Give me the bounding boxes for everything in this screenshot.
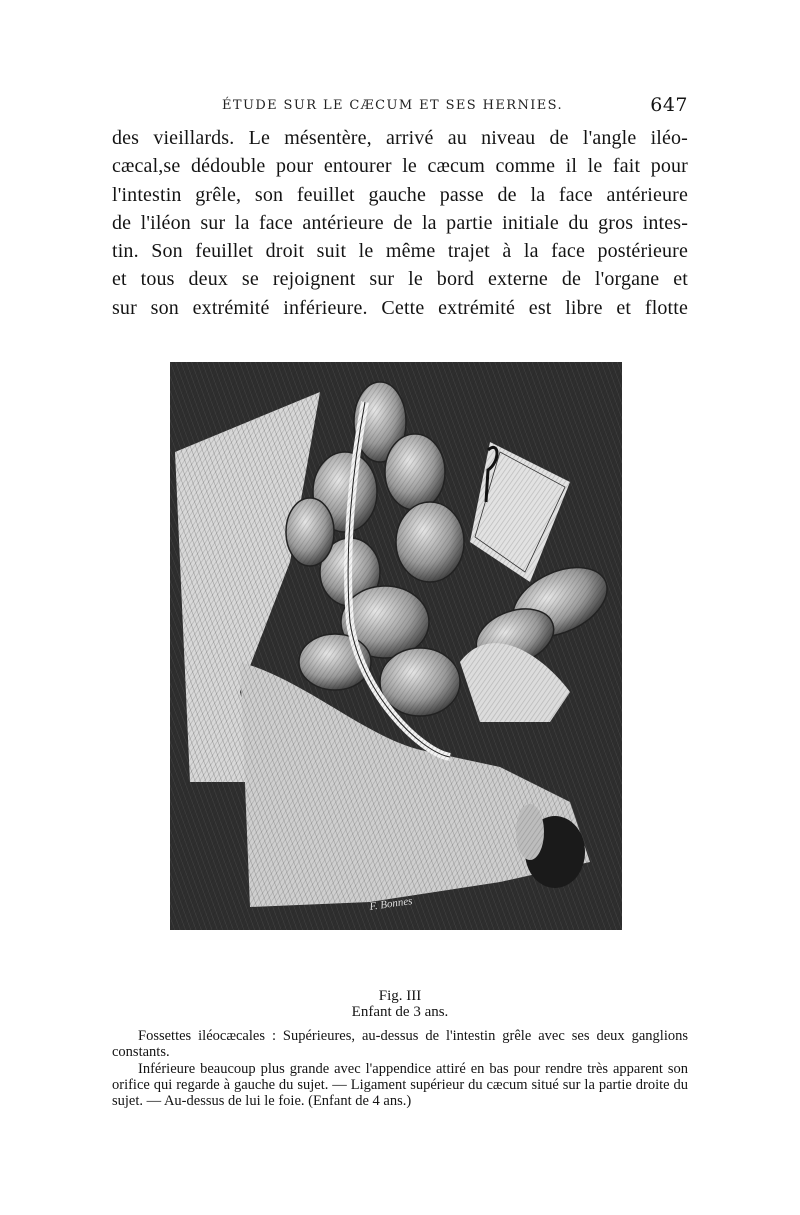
body-line: l'intestin grêle, son feuillet gauche passe de la face antérieure — [112, 183, 688, 206]
body-paragraph — [112, 124, 688, 322]
caption-heading — [0, 988, 800, 1020]
caption-paragraph: Fossettes iléocæcales : Supérieures, au-dessus de l'intestin grêle avec ses deux ganglions constants. — [112, 1028, 688, 1061]
figure-label: Fig. III — [378, 988, 422, 1004]
body-line: sur son extrémité inférieure. Cette extrémité est libre et flotte — [112, 296, 688, 319]
running-head — [112, 96, 688, 118]
body-line: tin. Son feuillet droit suit le même trajet à la face postérieure — [112, 240, 688, 263]
body-line: et tous deux se rejoignent sur le bord externe de l'organe et — [112, 268, 688, 291]
body-line: des vieillards. Le mésentère, arrivé au niveau de l'angle iléo- — [112, 127, 688, 149]
page-number: 647 — [650, 94, 688, 116]
caption-paragraph: Inférieure beaucoup plus grande avec l'appendice attiré en bas pour rendre très apparent son orifice qui regarde à gauche du sujet. — Ligament supérieur du cæcum situé sur la partie droite du sujet. — Au-dessus de lui le foie. (Enfant de 4 ans.) — [112, 1060, 688, 1110]
running-title: ÉTUDE SUR LE CÆCUM ET SES HERNIES. — [222, 98, 564, 113]
svg-text:F. Bonnes: F. Bonnes — [368, 895, 414, 913]
anatomical-illustration — [170, 362, 622, 930]
figure-subtitle: Enfant de 3 ans. — [351, 1004, 449, 1020]
body-line: de l'iléon sur la face antérieure de la partie initiale du gros intes- — [112, 211, 688, 234]
illustration-drawing — [170, 362, 622, 930]
body-line: cæcal,se dédouble pour entourer le cæcum comme il le fait pour — [112, 155, 688, 178]
figure-caption — [112, 1028, 688, 1109]
